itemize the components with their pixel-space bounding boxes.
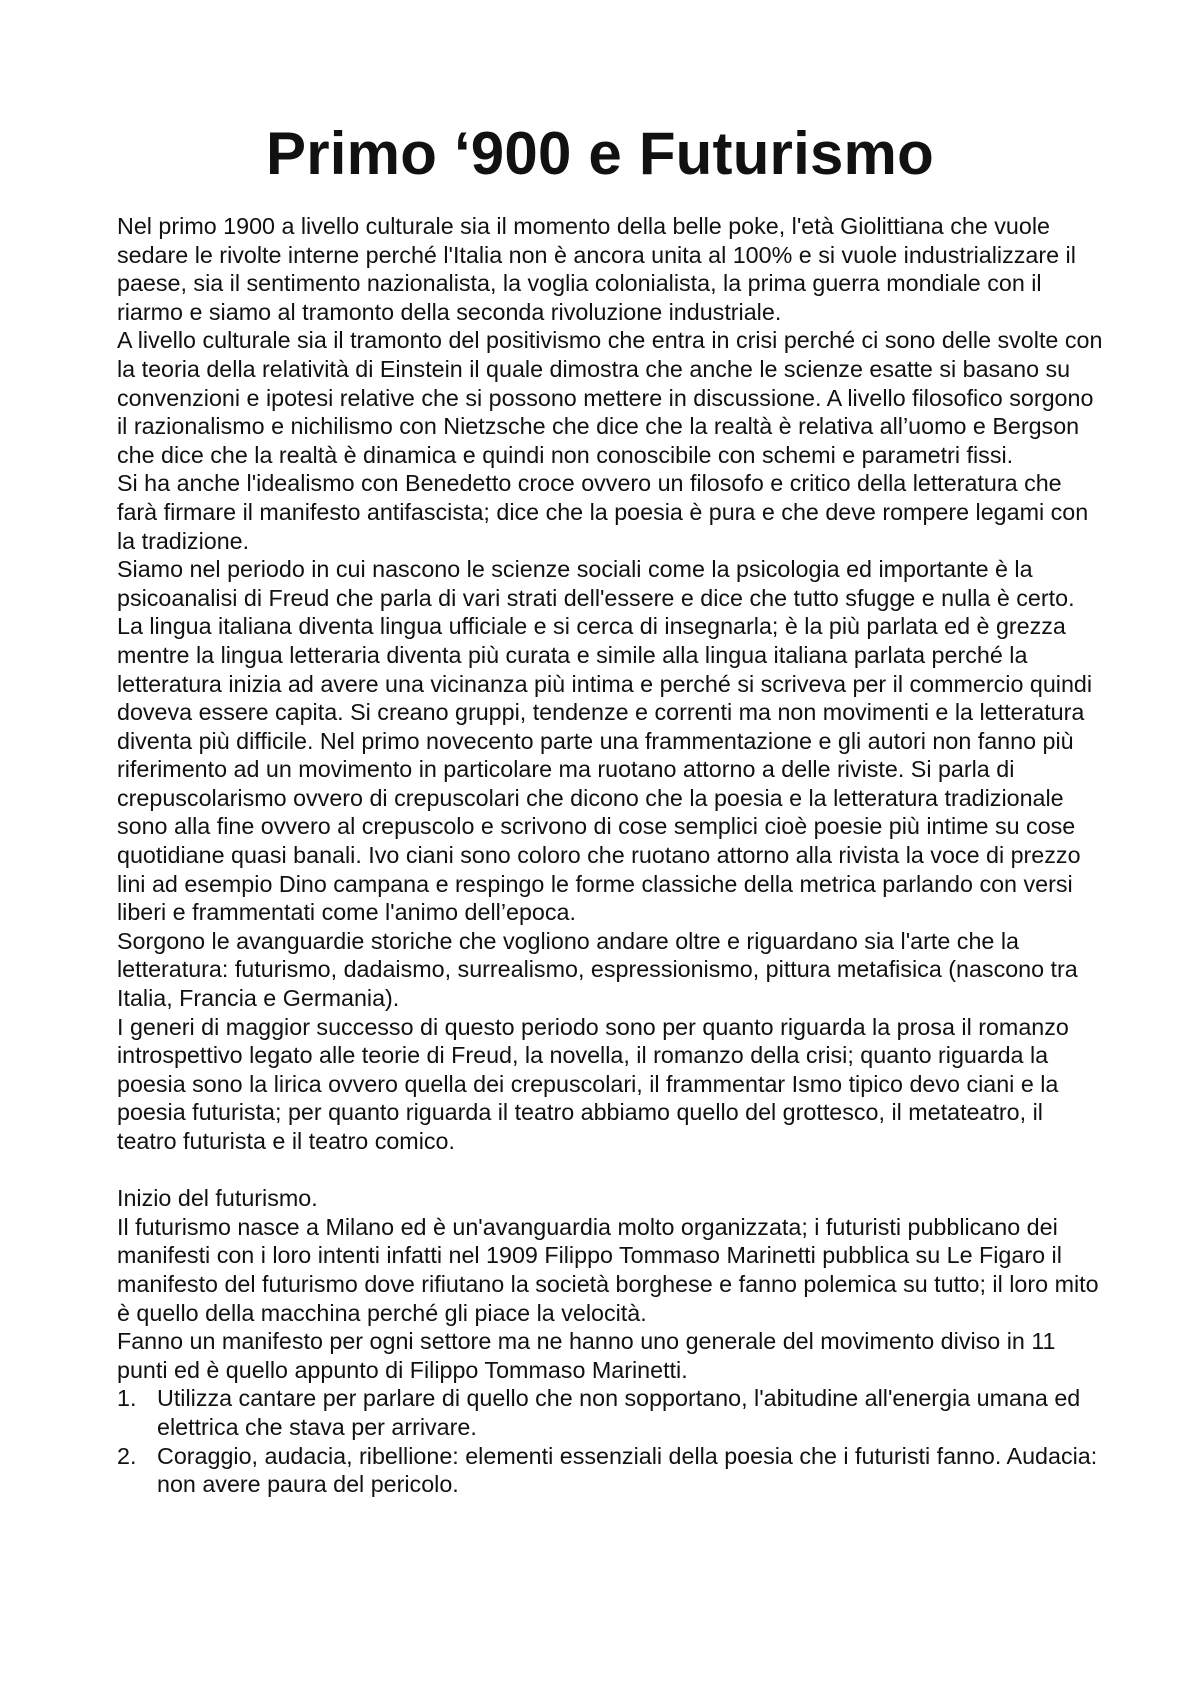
numbered-list [117, 1384, 1107, 1498]
paragraph: Si ha anche l'idealismo con Benedetto croce ovvero un filosofo e critico della letteratura che farà firmare il manifesto antifascista; dice che la poesia è pura e che deve rompere legami con la tradizione. [117, 470, 1089, 554]
document-body [117, 212, 1107, 1499]
list-item-text: Utilizza cantare per parlare di quello che non sopportano, l'abitudine all'energia umana ed elettrica che stava per arrivare. [157, 1385, 1081, 1440]
paragraph: A livello culturale sia il tramonto del positivismo che entra in crisi perché ci sono delle svolte con la teoria della relatività di Einstein il quale dimostra che anche le scienze esatte si basano su convenzioni e ipotesi relative che si possono mettere in discussione. A livello filosofico sorgono il razionalismo e nichilismo con Nietzsche che dice che la realtà è relativa all’uomo e Bergson che dice che la realtà è dinamica e quindi non conoscibile con schemi e parametri fissi. [117, 327, 1103, 468]
paragraph: Fanno un manifesto per ogni settore ma ne hanno uno generale del movimento diviso in 11 punti ed è quello appunto di Filippo Tommaso Marinetti. [117, 1328, 1056, 1383]
paragraph: Sorgono le avanguardie storiche che vogliono andare oltre e riguardano sia l'arte che la letteratura: futurismo, dadaismo, surrealismo, espressionismo, pittura metafisica (nascono tra Italia, Francia e Germania). [117, 927, 1078, 1012]
list-item-number: 2. [117, 1442, 137, 1469]
list-item-text: Coraggio, audacia, ribellione: elementi essenziali della poesia che i futuristi fanno. Audacia: non avere paura del pericolo. [157, 1442, 1098, 1498]
section-heading: Inizio del futurismo. [117, 1185, 318, 1212]
paragraph-spacer [117, 1156, 1107, 1185]
page-title: Primo ‘900 e Futurismo [266, 120, 934, 187]
list-item [117, 1384, 1107, 1441]
paragraph: I generi di maggior successo di questo periodo sono per quanto riguarda la prosa il romanzo introspettivo legato alle teorie di Freud, la novella, il romanzo della crisi; quanto riguarda la poesia sono la lirica ovvero quella dei crepuscolari, il frammentar Ismo tipico devo ciani e la poesia futurista; per quanto riguarda il teatro abbiamo quello del grottesco, il metateatro, il teatro futurista e il teatro comico. [117, 1013, 1069, 1154]
paragraph: Il futurismo nasce a Milano ed è un'avanguardia molto organizzata; i futuristi pubblicano dei manifesti con i loro intenti infatti nel 1909 Filippo Tommaso Marinetti pubblica su Le Figaro il manifesto del futurismo dove rifiutano la società borghese e fanno polemica su tutto; il loro mito è quello della macchina perché gli piace la velocità. [117, 1213, 1099, 1326]
paragraph: Nel primo 1900 a livello culturale sia il momento della belle poke, l'età Giolittiana che vuole sedare le rivolte interne perché l'Italia non è ancora unita al 100% e si vuole industrializzare il paese, sia il sentimento nazionalista, la voglia colonialista, la prima guerra mondiale con il riarmo e siamo al tramonto della seconda rivoluzione industriale. [117, 213, 1076, 325]
paragraph: La lingua italiana diventa lingua ufficiale e si cerca di insegnarla; è la più parlata ed è grezza mentre la lingua letteraria diventa più curata e simile alla lingua italiana parlata perché la letteratura inizia ad avere una vicinanza più intima e perché si scriveva per il commercio quindi doveva essere capita. Si creano gruppi, tendenze e correnti ma non movimenti e la letteratura diventa più difficile. Nel primo novecento parte una frammentazione e gli autori non fanno più riferimento ad un movimento in particolare ma ruotano attorno a delle riviste. Si parla di crepuscolarismo ovvero di crepuscolari che dicono che la poesia e la letteratura tradizionale sono alla fine ovvero al crepuscolo e scrivono di cose semplici cioè poesie più intime su cose quotidiane quasi banali. Ivo ciani sono coloro che ruotano attorno alla rivista la voce di prezzo lini ad esempio Dino campana e respingo le forme classiche della metrica parlando con versi liberi e frammentati come l'animo dell’epoca. [117, 613, 1093, 926]
paragraph: Siamo nel periodo in cui nascono le scienze sociali come la psicologia ed importante è la psicoanalisi di Freud che parla di vari strati dell'essere e dice che tutto sfugge e nulla è certo. [117, 556, 1075, 611]
list-item [117, 1442, 1107, 1499]
list-item-number: 1. [117, 1385, 137, 1412]
